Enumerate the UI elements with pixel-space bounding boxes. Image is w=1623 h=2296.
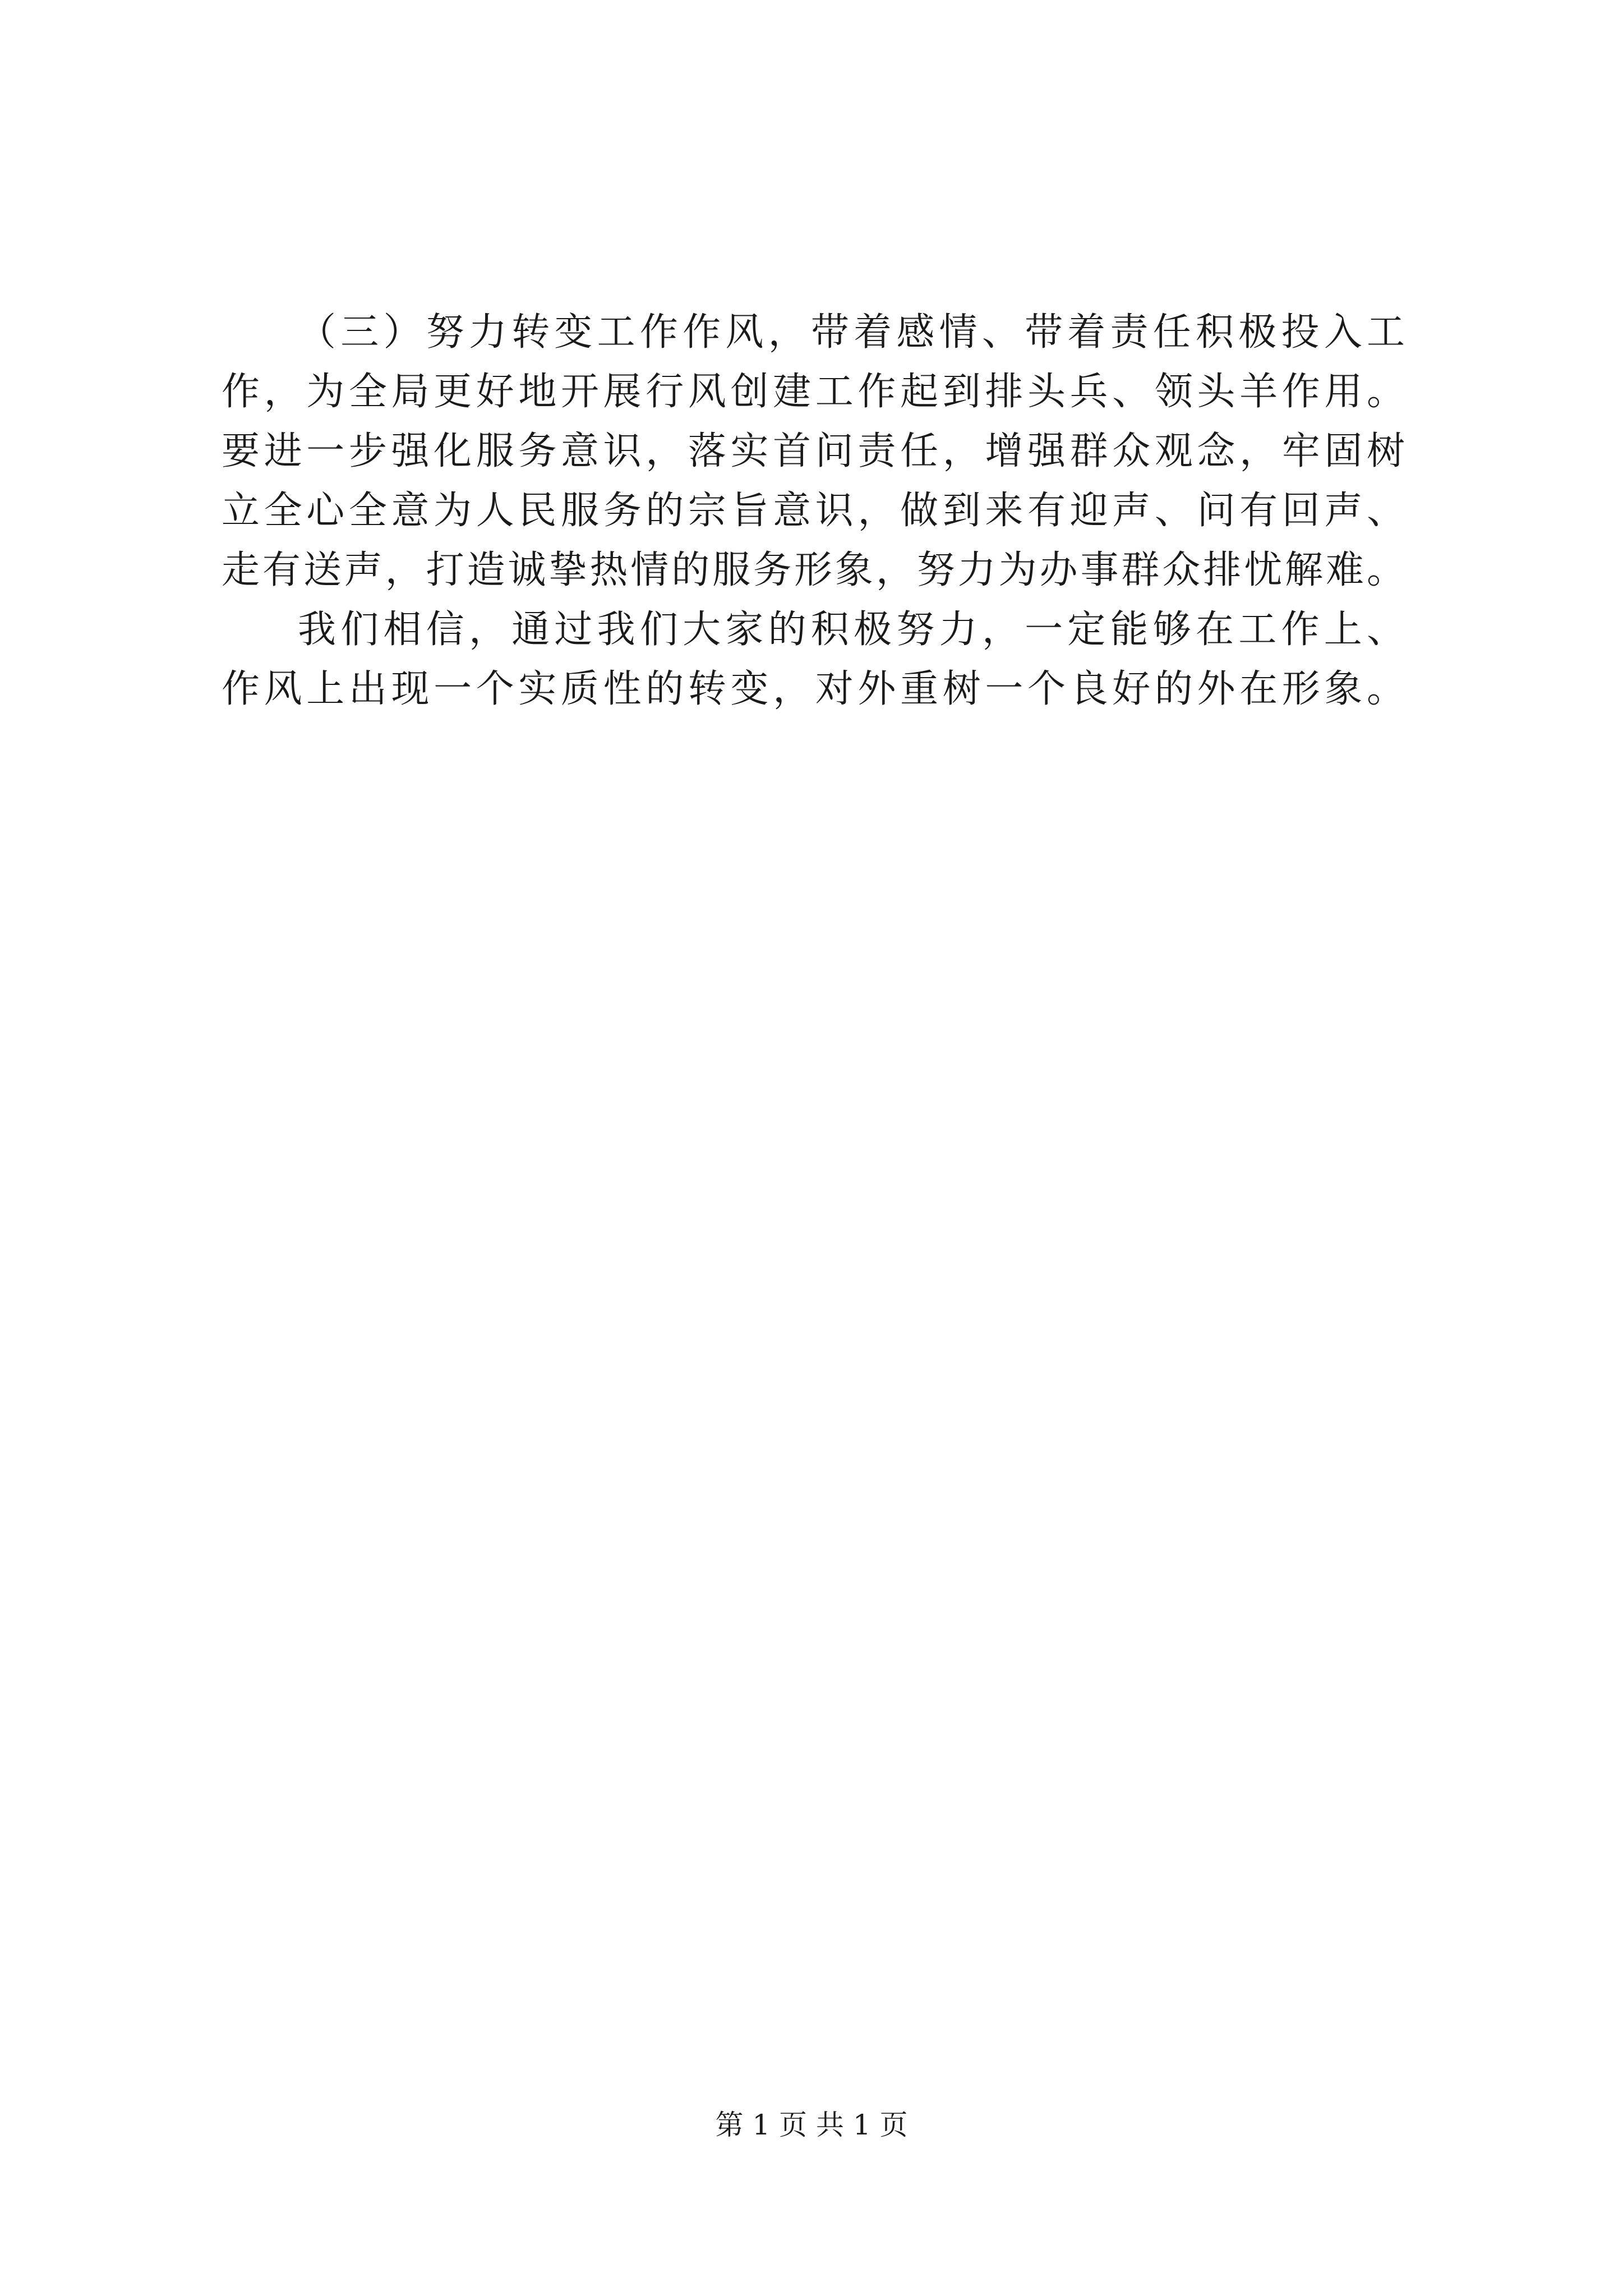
paragraph-line: 要进一步强化服务意识，落实首问责任，增强群众观念，牢固树 — [222, 429, 1405, 473]
document-body — [222, 303, 1405, 719]
paragraph-line: （三）努力转变工作作风，带着感情、带着责任积极投入工 — [298, 310, 1405, 355]
paragraph-line: 走有送声，打造诚挚热情的服务形象，努力为办事群众排忧解难。 — [222, 548, 1405, 592]
paragraph-line: 我们相信，通过我们大家的积极努力，一定能够在工作上、 — [298, 608, 1405, 652]
paragraph-line: 立全心全意为人民服务的宗旨意识，做到来有迎声、问有回声、 — [222, 489, 1405, 533]
paragraph-line: 作，为全局更好地开展行风创建工作起到排头兵、领头羊作用。 — [222, 370, 1405, 414]
page-footer: 第 1 页 共 1 页 — [715, 2109, 908, 2141]
paragraph-line: 作风上出现一个实质性的转变，对外重树一个良好的外在形象。 — [222, 667, 1405, 711]
